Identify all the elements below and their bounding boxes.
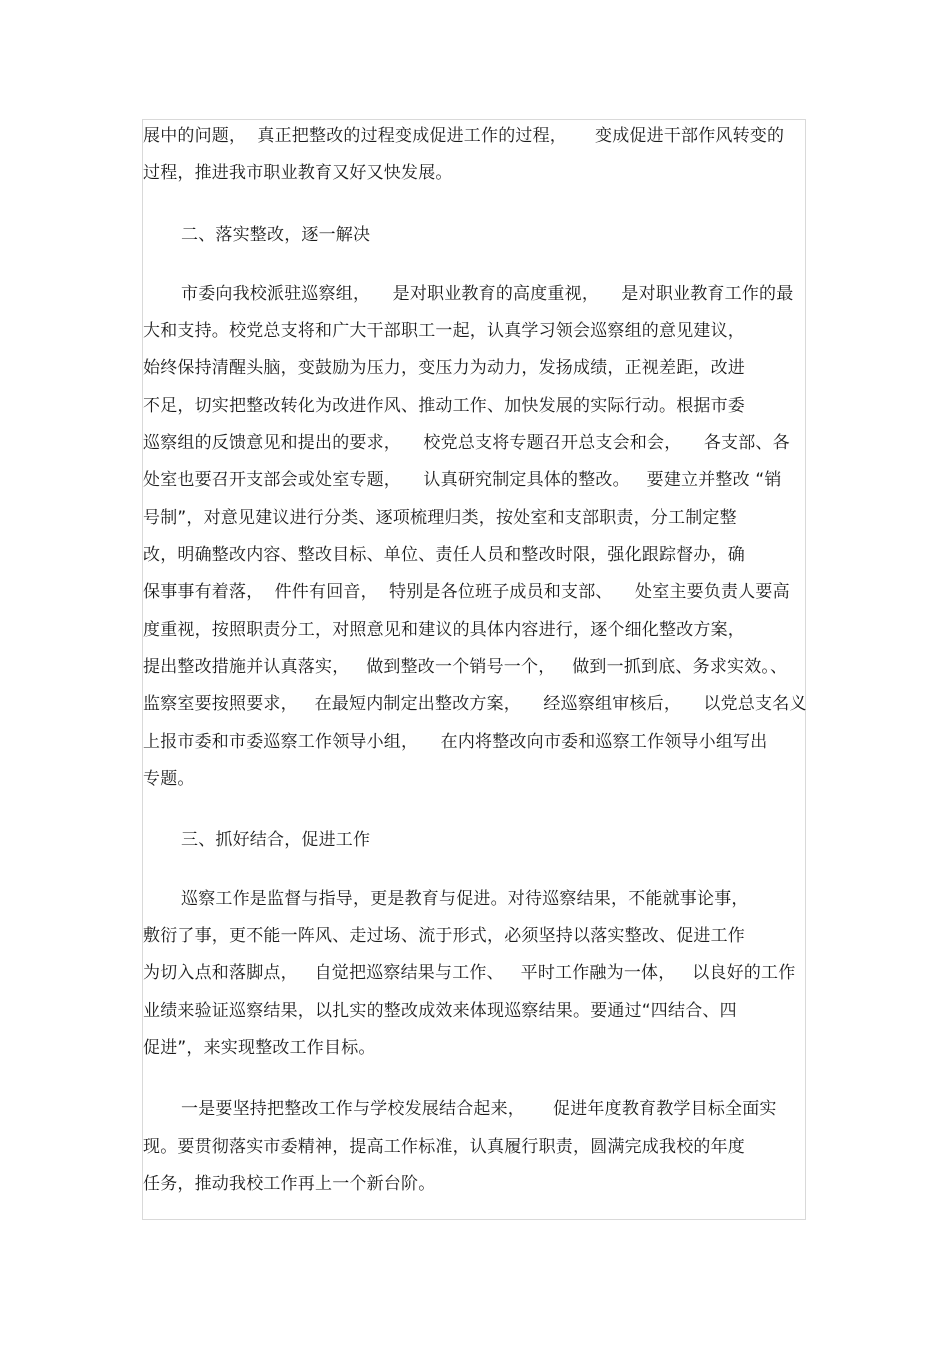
paragraph-line: 监察室要按照要求， 在最短内制定出整改方案， 经巡察组审核后， 以党总支名义 [143,694,807,714]
paragraph-line: 任务，推动我校工作再上一个新台阶。 [143,1174,436,1194]
section-heading: 三、抓好结合，促进工作 [181,830,371,850]
paragraph-line: 上报市委和市委巡察工作领导小组， 在内将整改向市委和巡察工作领导小组写出 [143,732,768,752]
paragraph-line: 改，明确整改内容、整改目标、单位、责任人员和整改时限，强化跟踪督办，确 [143,545,745,565]
paragraph-line: 不足，切实把整改转化为改进作风、推动工作、加快发展的实际行动。根据市委 [143,396,745,416]
paragraph-line: 始终保持清醒头脑，变鼓励为压力，变压力为动力，发扬成绩，正视差距，改进 [143,358,745,378]
paragraph-line: 大和支持。校党总支将和广大干部职工一起，认真学习领会巡察组的意见建议， [143,321,745,341]
paragraph-line: 市委向我校派驻巡察组， 是对职业教育的高度重视， 是对职业教育工作的最 [181,284,794,304]
paragraph-line: 现。要贯彻落实市委精神，提高工作标准，认真履行职责，圆满完成我校的年度 [143,1137,745,1157]
paragraph-line: 号制”，对意见建议进行分类、逐项梳理归类，按处室和支部职责，分工制定整 [143,508,737,528]
section-heading: 二、落实整改，逐一解决 [181,225,371,245]
paragraph-line: 为切入点和落脚点， 自觉把巡察结果与工作、 平时工作融为一体， 以良好的工作 [143,963,796,983]
paragraph-line: 促进”，来实现整改工作目标。 [143,1038,376,1058]
paragraph-line: 过程，推进我市职业教育又好又快发展。 [143,163,453,183]
paragraph-line: 专题。 [143,769,195,789]
paragraph-line: 度重视，按照职责分工，对照意见和建议的具体内容进行，逐个细化整改方案， [143,620,745,640]
paragraph-line: 巡察组的反馈意见和提出的要求， 校党总支将专题召开总支会和会， 各支部、各 [143,433,790,453]
paragraph-line: 提出整改措施并认真落实， 做到整改一个销号一个， 做到一抓到底、务求实效。、 [143,657,788,677]
paragraph-line: 展中的问题， 真正把整改的过程变成促进工作的过程， 变成促进干部作风转变的 [143,126,785,146]
paragraph-line: 保事事有着落， 件件有回音， 特别是各位班子成员和支部、 处室主要负责人要高 [143,582,790,602]
paragraph-line: 敷衍了事，更不能一阵风、走过场、流于形式，必须坚持以落实整改、促进工作 [143,926,745,946]
paragraph-line: 一是要坚持把整改工作与学校发展结合起来， 促进年度教育教学目标全面实 [181,1099,777,1119]
paragraph-line: 业绩来验证巡察结果，以扎实的整改成效来体现巡察结果。要通过“四结合、四 [143,1001,737,1021]
paragraph-line: 处室也要召开支部会或处室专题， 认真研究制定具体的整改。 要建立并整改 “销 [143,470,782,490]
paragraph-line: 巡察工作是监督与指导，更是教育与促进。对待巡察结果，不能就事论事， [181,889,749,909]
